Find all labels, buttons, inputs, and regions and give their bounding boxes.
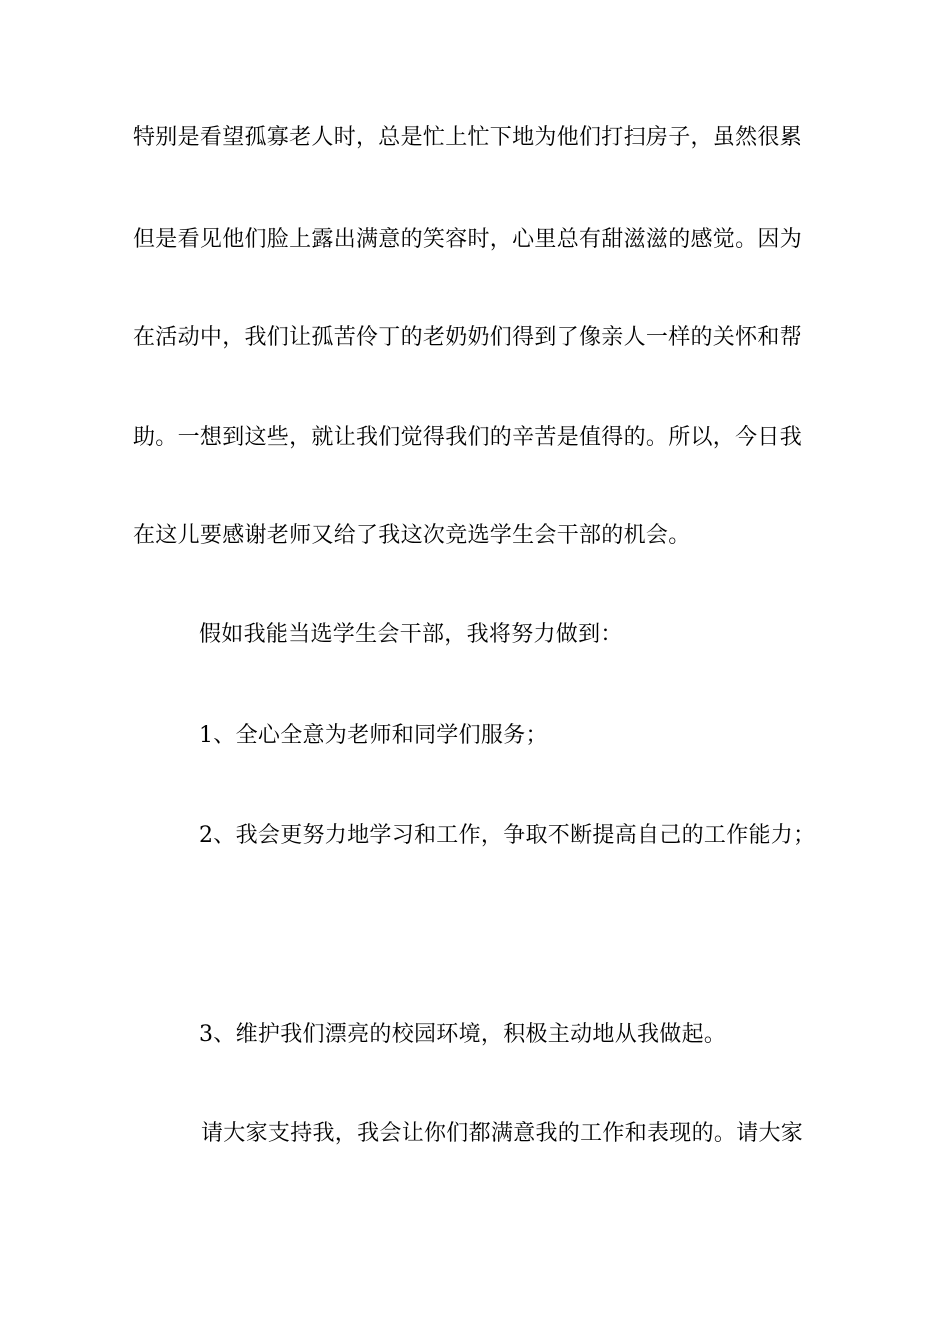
paragraph-line-2: 但是看见他们脸上露出满意的笑容时，心里总有甜滋滋的感觉。因为 [133,227,803,252]
list-item-2: 2、我会更努力地学习和工作，争取不断提高自己的工作能力； [199,823,816,848]
intro-line: 假如我能当选学生会干部，我将努力做到： [199,622,623,647]
list-item-1: 1、全心全意为老师和同学们服务； [199,723,548,748]
paragraph-line-3: 在活动中，我们让孤苦伶丁的老奶奶们得到了像亲人一样的关怀和帮 [133,325,803,350]
closing-line: 请大家支持我，我会让你们都满意我的工作和表现的。请大家 [201,1121,804,1146]
paragraph-line-4: 助。一想到这些，就让我们觉得我们的辛苦是值得的。所以，今日我 [133,425,803,450]
paragraph-line-5: 在这儿要感谢老师又给了我这次竞选学生会干部的机会。 [133,523,691,548]
paragraph-line-1: 特别是看望孤寡老人时，总是忙上忙下地为他们打扫房子，虽然很累 [133,125,803,150]
list-item-3: 3、维护我们漂亮的校园环境，积极主动地从我做起。 [199,1022,727,1047]
